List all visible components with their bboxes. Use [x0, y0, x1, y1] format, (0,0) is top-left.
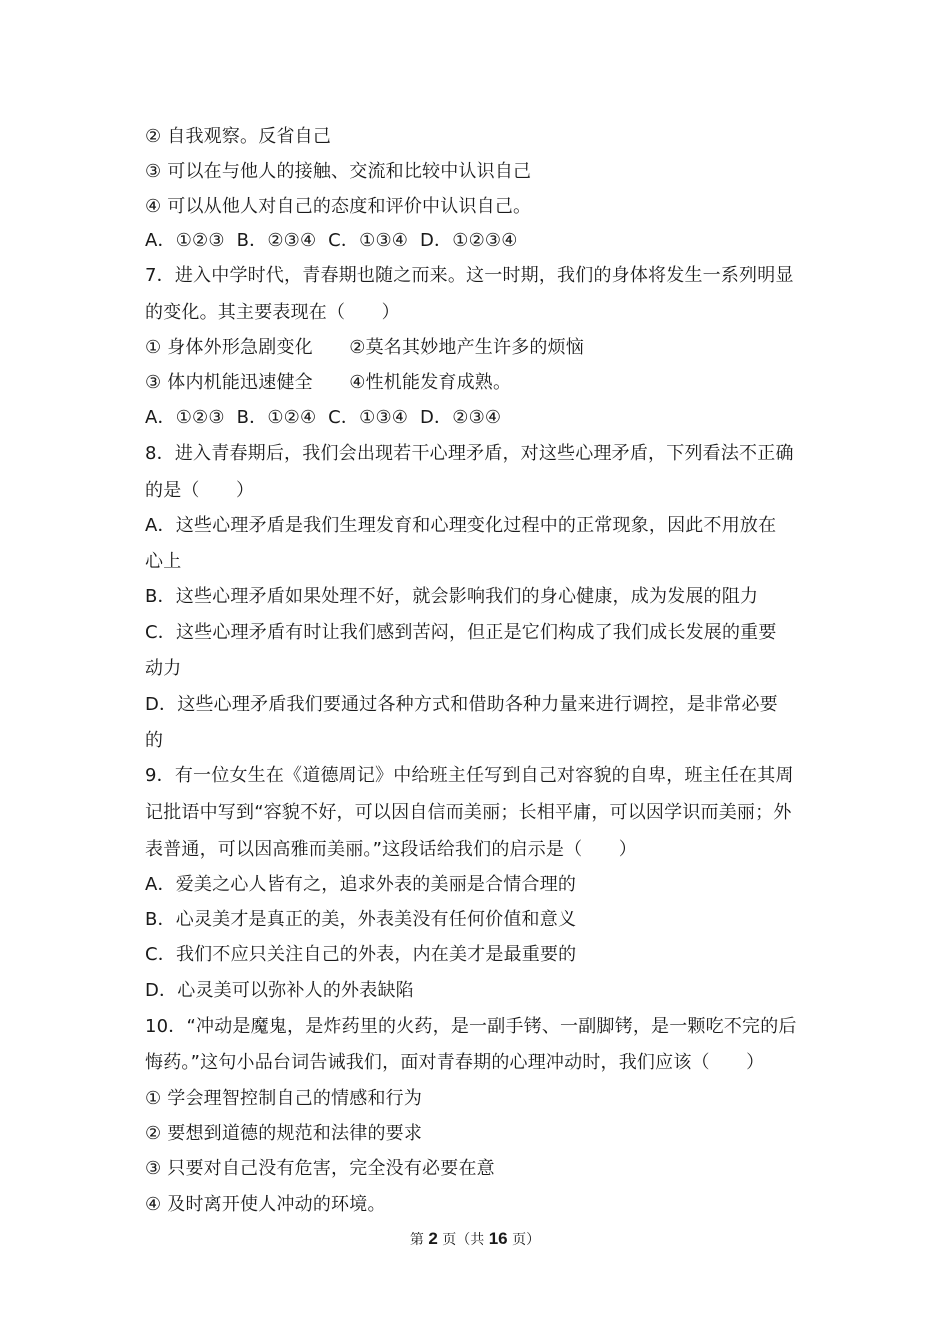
line-13: 心上 — [145, 551, 182, 572]
footer-suffix: 页） — [512, 1232, 541, 1248]
line-14: B．这些心理矛盾如果处理不好，就会影响我们的身心健康，成为发展的阻力 — [145, 586, 759, 607]
line-5: 7．进入中学时代，青春期也随之而来。这一时期，我们的身体将发生一系列明显 — [145, 265, 794, 286]
line-8: ③ 体内机能迅速健全 ④性机能发育成熟。 — [145, 372, 512, 393]
line-12: A．这些心理矛盾是我们生理发育和心理变化过程中的正常现象，因此不用放在 — [145, 515, 777, 536]
line-3: ④ 可以从他人对自己的态度和评价中认识自己。 — [145, 196, 532, 217]
line-17: D．这些心理矛盾我们要通过各种方式和借助各种力量来进行调控，是非常必要 — [145, 694, 778, 715]
line-18: 的 — [145, 730, 164, 751]
line-7: ① 身体外形急剧变化 ②莫名其妙地产生许多的烦恼 — [145, 337, 584, 358]
line-30: ③ 只要对自己没有危害，完全没有必要在意 — [145, 1158, 495, 1179]
line-27: 悔药。”这句小品台词告诫我们，面对青春期的心理冲动时，我们应该（ ） — [145, 1052, 765, 1073]
line-2: ③ 可以在与他人的接触、交流和比较中认识自己 — [145, 161, 532, 182]
line-11: 的是（ ） — [145, 480, 255, 501]
footer-middle: 页（共 — [442, 1232, 485, 1248]
line-9: A．①②③ B．①②④ C．①③④ D．②③④ — [145, 407, 502, 428]
line-26: 10．“冲动是魔鬼，是炸药里的火药，是一副手铐、一副脚铐，是一颗吃不完的后 — [145, 1016, 797, 1037]
page-footer — [0, 1229, 950, 1249]
line-29: ② 要想到道德的规范和法律的要求 — [145, 1123, 423, 1144]
line-23: B．心灵美才是真正的美，外表美没有任何价值和意义 — [145, 909, 577, 930]
line-19: 9．有一位女生在《道德周记》中给班主任写到自己对容貌的自卑，班主任在其周 — [145, 765, 794, 786]
line-16: 动力 — [145, 658, 182, 679]
line-15: C．这些心理矛盾有时让我们感到苦闷，但正是它们构成了我们成长发展的重要 — [145, 622, 777, 643]
line-25: D．心灵美可以弥补人的外表缺陷 — [145, 980, 414, 1001]
footer-prefix: 第 — [409, 1232, 424, 1248]
line-31: ④ 及时离开使人冲动的环境。 — [145, 1194, 386, 1215]
line-1: ② 自我观察。反省自己 — [145, 126, 332, 147]
line-22: A．爱美之心人皆有之，追求外表的美丽是合情合理的 — [145, 874, 577, 895]
footer-page-number: 2 — [428, 1229, 438, 1248]
line-20: 记批语中写到“容貌不好，可以因自信而美丽；长相平庸，可以因学识而美丽；外 — [145, 802, 792, 823]
line-10: 8．进入青春期后，我们会出现若干心理矛盾，对这些心理矛盾，下列看法不正确 — [145, 443, 794, 464]
line-6: 的变化。其主要表现在（ ） — [145, 302, 400, 323]
line-28: ① 学会理智控制自己的情感和行为 — [145, 1088, 423, 1109]
footer-total-pages: 16 — [488, 1229, 508, 1248]
line-4: A．①②③ B．②③④ C．①③④ D．①②③④ — [145, 230, 518, 251]
line-21: 表普通，可以因高雅而美丽。”这段话给我们的启示是（ ） — [145, 839, 637, 860]
line-24: C．我们不应只关注自己的外表，内在美才是最重要的 — [145, 944, 577, 965]
